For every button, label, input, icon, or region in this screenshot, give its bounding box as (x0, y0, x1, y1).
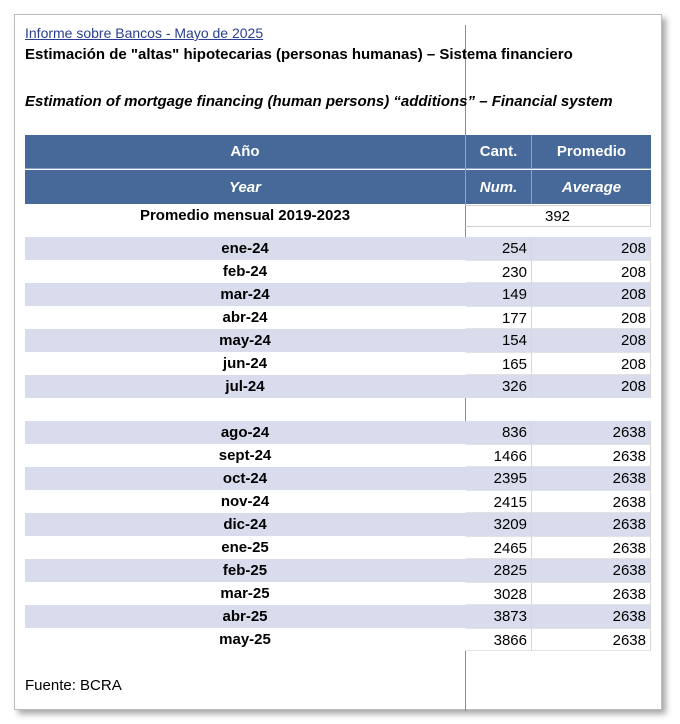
header-year-en: Year (229, 178, 261, 196)
cell-month: dic-24 (223, 516, 267, 533)
cell-qty: 3866 (465, 628, 531, 651)
cell-month: nov-24 (220, 493, 270, 510)
header-average-en: Average (531, 170, 651, 204)
cell-average: 208 (531, 283, 651, 306)
cell-average: 2638 (531, 605, 651, 628)
cell-average: 208 (531, 352, 651, 375)
header-qty-en: Num. (465, 170, 531, 204)
table-group-2024-h1 (25, 237, 651, 398)
table-row (25, 559, 651, 582)
cell-month: jun-24 (222, 355, 268, 372)
table-row (25, 283, 651, 306)
cell-month: mar-25 (220, 585, 270, 602)
monthly-average-label: Promedio mensual 2019-2023 (139, 207, 351, 224)
cell-qty: 326 (501, 378, 527, 395)
cell-average: 208 (531, 237, 651, 260)
table-row (25, 467, 651, 490)
header-year-es: Año (230, 143, 260, 160)
cell-month: may-24 (219, 332, 271, 349)
cell-qty: 1466 (465, 444, 531, 467)
cell-average: 208 (531, 306, 651, 329)
source-note: Fuente: BCRA (25, 677, 122, 694)
spreadsheet-sheet (14, 14, 662, 710)
table-row (25, 329, 651, 352)
cell-month: abr-25 (222, 608, 268, 625)
table-row (25, 375, 651, 398)
header-qty-es: Cant. (465, 135, 531, 168)
cell-average: 2638 (531, 559, 651, 582)
cell-qty: 2825 (493, 562, 527, 579)
table-row (25, 582, 651, 605)
table-row (25, 352, 651, 375)
table-row (25, 605, 651, 628)
table-row (25, 237, 651, 260)
cell-month: abr-24 (222, 309, 268, 326)
title-spanish: Estimación de "altas" hipotecarias (personas humanas) – Sistema financiero (25, 46, 573, 63)
cell-qty: 3209 (493, 516, 527, 533)
cell-average: 208 (531, 260, 651, 283)
cell-average: 2638 (531, 582, 651, 605)
cell-average: 2638 (531, 628, 651, 651)
cell-average: 2638 (531, 490, 651, 513)
cell-month: may-25 (219, 631, 271, 648)
table-row (25, 444, 651, 467)
cell-qty: 2415 (465, 490, 531, 513)
cell-qty: 149 (501, 286, 527, 303)
cell-month: feb-24 (222, 263, 268, 280)
cell-qty: 2395 (493, 470, 527, 487)
table-row (25, 421, 651, 444)
cell-average: 208 (531, 329, 651, 352)
cell-month: mar-24 (220, 286, 270, 303)
report-link[interactable]: Informe sobre Bancos - Mayo de 2025 (25, 25, 264, 41)
cell-average: 2638 (531, 444, 651, 467)
cell-qty: 230 (465, 260, 531, 283)
cell-qty: 2465 (465, 536, 531, 559)
cell-qty: 165 (465, 352, 531, 375)
table-row (25, 536, 651, 559)
cell-month: ene-24 (221, 240, 269, 257)
table-header-english (25, 170, 651, 204)
cell-qty: 154 (501, 332, 527, 349)
table-row (25, 490, 651, 513)
cell-average: 208 (531, 375, 651, 398)
table-header-spanish (25, 135, 651, 169)
table-group-2024-h2 (25, 421, 651, 651)
cell-month: jul-24 (225, 378, 265, 395)
title-english: Estimation of mortgage financing (human persons) “additions” – Financial system (25, 93, 613, 110)
cell-average: 2638 (531, 467, 651, 490)
cell-qty: 254 (501, 240, 527, 257)
table-row (25, 513, 651, 536)
cell-average: 2638 (531, 513, 651, 536)
cell-month: ago-24 (220, 424, 270, 441)
cell-qty: 3028 (465, 582, 531, 605)
cell-average: 2638 (531, 421, 651, 444)
cell-qty: 836 (501, 424, 527, 441)
cell-qty: 177 (465, 306, 531, 329)
cell-month: feb-25 (222, 562, 268, 579)
cell-month: ene-25 (221, 539, 269, 556)
header-average-es: Promedio (531, 135, 651, 168)
cell-month: sept-24 (218, 447, 272, 464)
cell-average: 2638 (531, 536, 651, 559)
table-row (25, 260, 651, 283)
cell-month: oct-24 (222, 470, 268, 487)
cell-qty: 3873 (493, 608, 527, 625)
monthly-average-value: 392 (465, 205, 651, 227)
table-row (25, 306, 651, 329)
table-row (25, 628, 651, 651)
